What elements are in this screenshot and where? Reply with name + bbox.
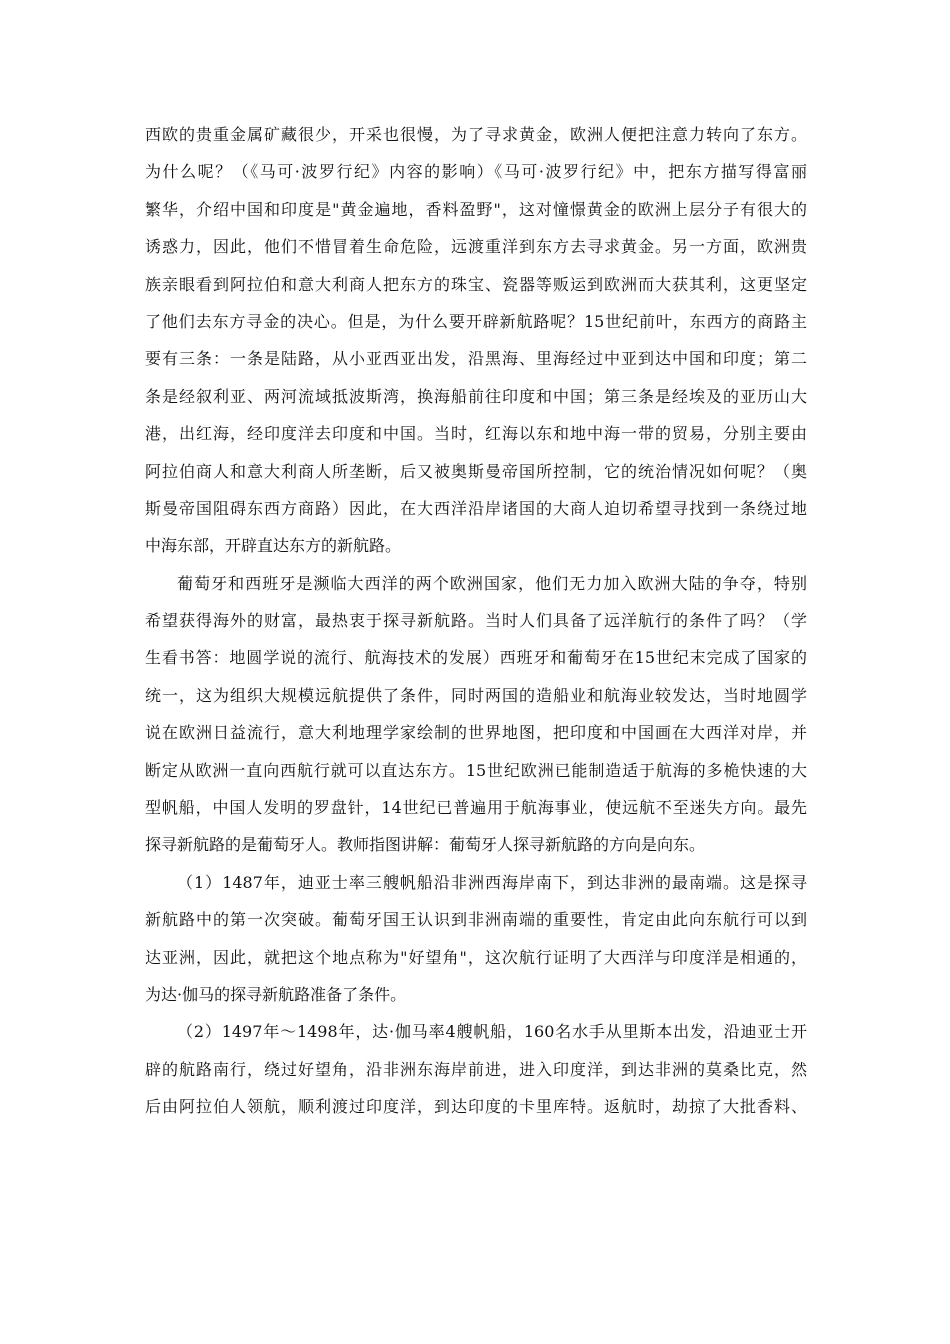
paragraph-4 [145, 1013, 807, 1125]
text-line: 生看书答：地圆学说的流行、航海技术的发展）西班牙和葡萄牙在15世纪末完成了国家的 [145, 648, 807, 668]
text-line: 新航路中的第一次突破。葡萄牙国王认识到非洲南端的重要性，肯定由此向东航行可以到 [145, 910, 807, 930]
text-line: 诱惑力，因此，他们不惜冒着生命危险，远渡重洋到东方去寻求黄金。另一方面，欧洲贵 [145, 237, 807, 257]
text-line: 辟的航路南行，绕过好望角，沿非洲东海岸前进，进入印度洋，到达非洲的莫桑比克，然 [145, 1059, 807, 1079]
text-line: 型帆船，中国人发明的罗盘针，14世纪已普遍用于航海事业，使远航不至迷失方向。最先 [145, 798, 807, 818]
text-line: 希望获得海外的财富，最热衷于探寻新航路。当时人们具备了远洋航行的条件了吗？（学 [145, 611, 807, 631]
text-line: 中海东部，开辟直达东方的新航路。 [145, 536, 402, 556]
text-line: 西欧的贵重金属矿藏很少，开采也很慢，为了寻求黄金，欧洲人便把注意力转向了东方。 [145, 125, 807, 144]
text-line: 后由阿拉伯人领航，顺利渡过印度洋，到达印度的卡里库特。返航时，劫掠了大批香料、 [145, 1097, 807, 1117]
text-line: 了他们去东方寻金的决心。但是，为什么要开辟新航路呢？15世纪前叶，东西方的商路主 [145, 311, 807, 331]
text-line: （1）1487年，迪亚士率三艘帆船沿非洲西海岸南下，到达非洲的最南端。这是探寻 [177, 872, 807, 892]
document-body [145, 116, 807, 1126]
paragraph-3 [145, 864, 807, 1014]
text-line: 族亲眼看到阿拉伯和意大利商人把东方的珠宝、瓷器等贩运到欧洲而大获其利，这更坚定 [145, 274, 807, 294]
text-line: 斯曼帝国阻碍东西方商路）因此，在大西洋沿岸诸国的大商人迫切希望寻找到一条绕过地 [145, 498, 807, 518]
text-line: 为达·伽马的探寻新航路准备了条件。 [145, 984, 407, 1004]
text-line: 葡萄牙和西班牙是濒临大西洋的两个欧洲国家，他们无力加入欧洲大陆的争夺，特别 [177, 573, 807, 593]
text-line: 达亚洲，因此，就把这个地点称为"好望角"，这次航行证明了大西洋与印度洋是相通的， [145, 947, 807, 967]
text-line: 要有三条：一条是陆路，从小亚西亚出发，沿黑海、里海经过中亚到达中国和印度；第二 [145, 349, 807, 369]
paragraph-1 [145, 116, 807, 565]
text-line: （2）1497年～1498年，达·伽马率4艘帆船，160名水手从里斯本出发，沿迪亚士开 [177, 1022, 807, 1042]
text-line: 断定从欧洲一直向西航行就可以直达东方。15世纪欧洲已能制造适于航海的多桅快速的大 [145, 760, 807, 780]
text-line: 为什么呢？（《马可·波罗行纪》内容的影响）《马可·波罗行纪》中，把东方描写得富丽 [145, 162, 807, 182]
text-line: 统一，这为组织大规模远航提供了条件，同时两国的造船业和航海业较发达，当时地圆学 [145, 685, 807, 705]
text-line: 探寻新航路的是葡萄牙人。教师指图讲解：葡萄牙人探寻新航路的方向是向东。 [145, 835, 706, 855]
paragraph-2 [145, 565, 807, 864]
text-line: 条是经叙利亚、两河流域抵波斯湾，换海船前往印度和中国；第三条是经埃及的亚历山大 [145, 386, 807, 406]
text-line: 阿拉伯商人和意大利商人所垄断，后又被奥斯曼帝国所控制，它的统治情况如何呢？（奥 [145, 461, 807, 481]
text-line: 繁华，介绍中国和印度是"黄金遍地，香料盈野"，这对憧憬黄金的欧洲上层分子有很大的 [145, 199, 807, 219]
text-line: 说在欧洲日益流行，意大利地理学家绘制的世界地图，把印度和中国画在大西洋对岸，并 [145, 723, 807, 743]
text-line: 港，出红海，经印度洋去印度和中国。当时，红海以东和地中海一带的贸易，分别主要由 [145, 424, 807, 444]
